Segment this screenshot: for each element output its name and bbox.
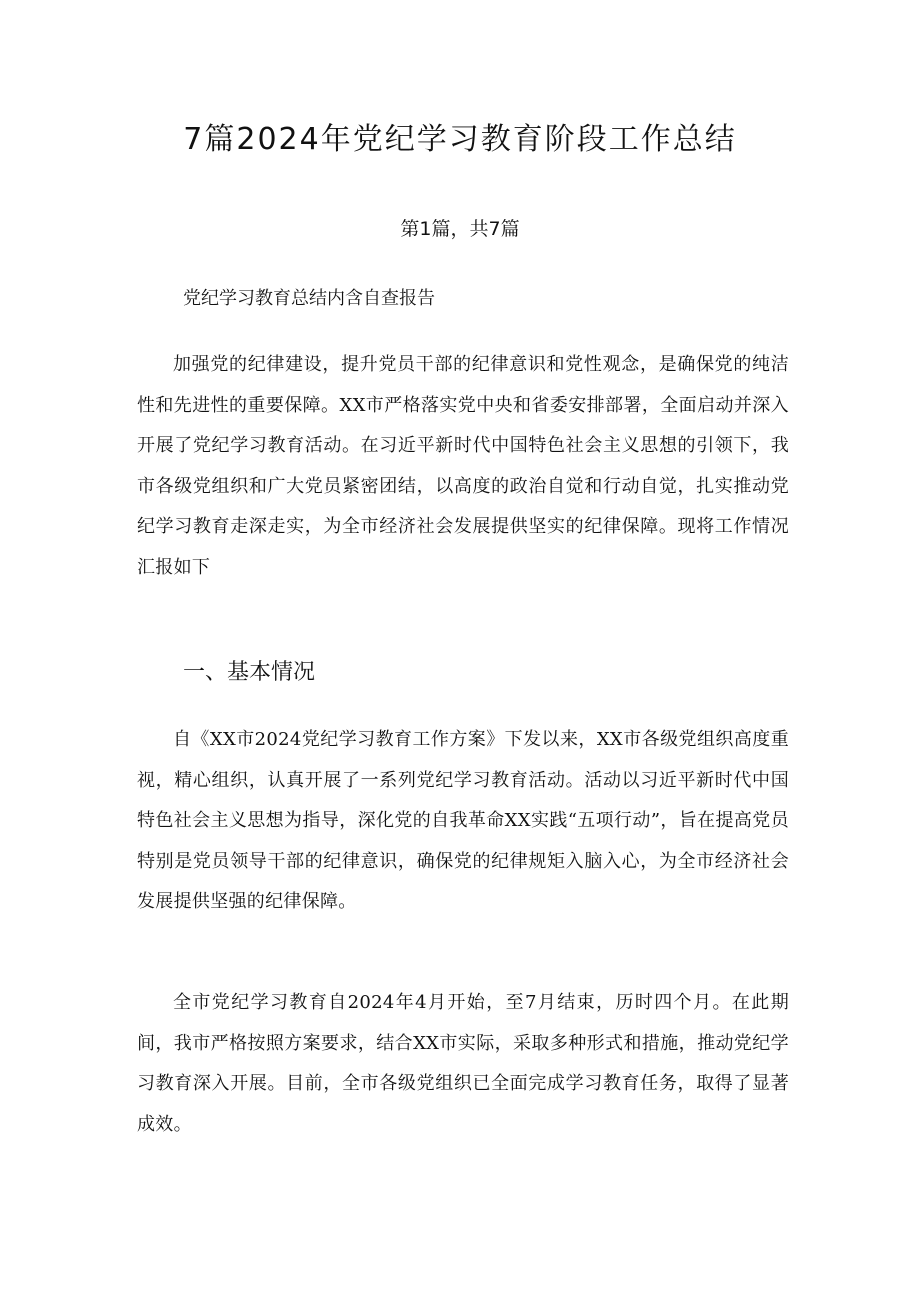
- paragraph-basic-situation: 自《XX市2024党纪学习教育工作方案》下发以来，XX市各级党组织高度重视，精心组织，认真开展了一系列党纪学习教育活动。活动以习近平新时代中国特色社会主义思想为指导，深化党的自我革命XX实践“五项行动”，旨在提高党员特别是党员领导干部的纪律意识，确保党的纪律规矩入脑入心，为全市经济社会发展提供坚强的纪律保障。: [137, 729, 789, 912]
- document-subtitle: 第1篇，共7篇: [400, 218, 520, 240]
- intro-line: 党纪学习教育总结内含自查报告: [183, 288, 435, 309]
- section-heading: 一、基本情况: [183, 660, 316, 685]
- document-title: 7篇2024年党纪学习教育阶段工作总结: [183, 122, 737, 157]
- paragraph-intro: 加强党的纪律建设，提升党员干部的纪律意识和党性观念，是确保党的纯洁性和先进性的重要保障。XX市严格落实党中央和省委安排部署，全面启动并深入开展了党纪学习教育活动。在习近平新时代中国特色社会主义思想的引领下，我市各级党组织和广大党员紧密团结，以高度的政治自觉和行动自觉，扎实推动党纪学习教育走深走实，为全市经济社会发展提供坚实的纪律保障。现将工作情况汇报如下: [137, 354, 789, 578]
- paragraph-timeline: 全市党纪学习教育自2024年4月开始，至7月结束，历时四个月。在此期间，我市严格按照方案要求，结合XX市实际，采取多种形式和措施，推动党纪学习教育深入开展。目前，全市各级党组织已全面完成学习教育任务，取得了显著成效。: [137, 992, 789, 1135]
